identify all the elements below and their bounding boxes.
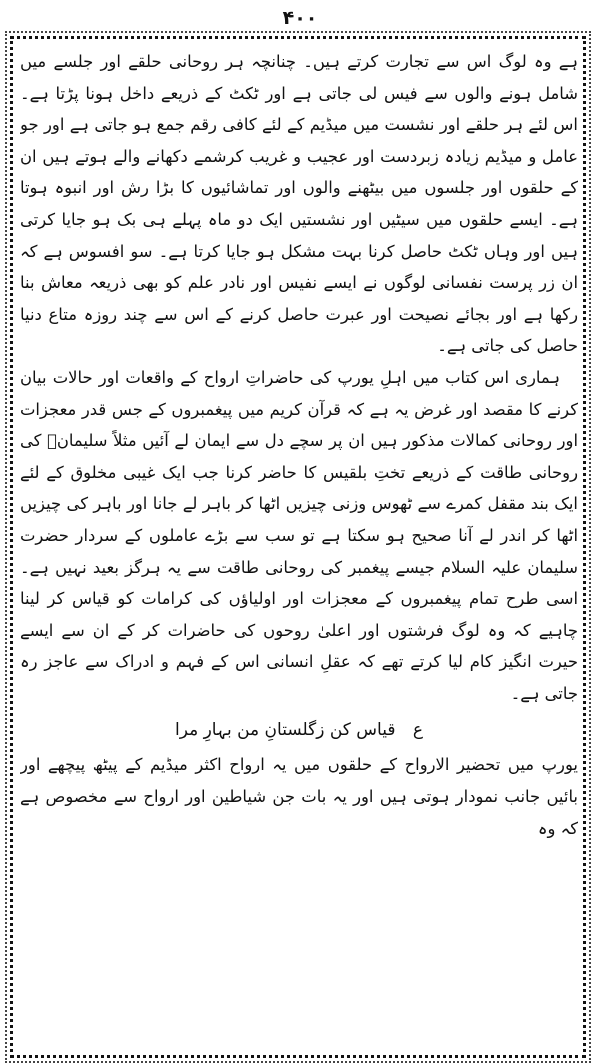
persian-verse [20, 713, 578, 747]
page-number: ۴۰۰ [282, 7, 318, 29]
paragraph-commerce: ہے وہ لوگ اس سے تجارت کرتے ہیں۔ چنانچہ ہر روحانی حلقے اور جلسے میں شامل ہونے والوں سے فیس لی جاتی ہے اور ٹکٹ کے ذریعے داخل ہونا پڑتا ہے۔ اس لئے ہر حلقے اور نشست میں میڈیم کے لئے کافی رقم جمع ہو جاتی ہے اور جو عامل و میڈیم زیادہ زبردست اور عجیب و غریب کرشمے دکھانے والے ہوتے ہیں ان کے حلقوں اور جلسوں میں بیٹھنے والوں اور تماشائیوں کا بڑا رش اور انبوہ ہوتا ہے۔ ایسے حلقوں میں سیٹیں اور نشستیں ایک دو ماہ پہلے ہی بک ہو جایا کرتی ہیں اور وہاں ٹکٹ حاصل کرنا بہت مشکل ہو جایا کرتا ہے۔ سو افسوس ہے کہ ان زر پرست نفسانی لوگوں نے ایسے نفیس اور نادر علم کو بھی ذریعہ معاش بنا رکھا ہے اور بجائے نصیحت اور عبرت حاصل کرنے کے اس سے چند روزہ متاع دنیا حاصل کی جاتی ہے۔ [20, 52, 578, 356]
verse-text: قیاس کن زگلستانِ من بہارِ مرا [174, 720, 396, 741]
verse-mark: ع [412, 720, 424, 741]
page-body [20, 46, 578, 1051]
paragraph-europe: یورپ میں تحضیر الارواح کے حلقوں میں یہ ارواح اکثر میڈیم کے پیٹھ پیچھے اور بائیں جانب نمودار ہوتی ہیں اور یہ بات جن شیاطین اور ارواح سے مخصوص ہے کہ وہ [20, 755, 578, 838]
paragraph-purpose: ہماری اس کتاب میں اہلِ یورپ کی حاضراتِ ارواح کے واقعات اور حالات بیان کرنے کا مقصد اور غرض یہ ہے کہ قرآن کریم میں پیغمبروں کے جس قدر معجزات اور روحانی کمالات مذکور ہیں ان پر سچے دل سے ایمان لے آئیں مثلاً سلیمانؑ کی روحانی طاقت کے ذریعے تختِ بلقیس کا حاضر کرنا جب ایک غیبی مخلوق کے لئے ایک بند مقفل کمرے سے ٹھوس وزنی چیزیں اٹھا کر باہر لے جانا اور باہر کی چیزیں اٹھا کر اندر لے آنا صحیح ہو سکتا ہے تو سب سے بڑے عاملوں کے سردار حضرت سلیمان علیہ السلام جیسے پیغمبر کی روحانی طاقت سے یہ ہرگز بعید نہیں ہے۔ اسی طرح تمام پیغمبروں کے معجزات اور اولیاؤں کی کرامات کو قیاس کر لینا چاہیے کہ وہ لوگ فرشتوں اور اعلیٰ روحوں کی حاضرات کر کے ان سے ایسے حیرت انگیز کام لیا کرتے تھے کہ عقلِ انسانی اس کے فہم و ادراک سے عاجز رہ جاتی ہے۔ [20, 367, 578, 703]
